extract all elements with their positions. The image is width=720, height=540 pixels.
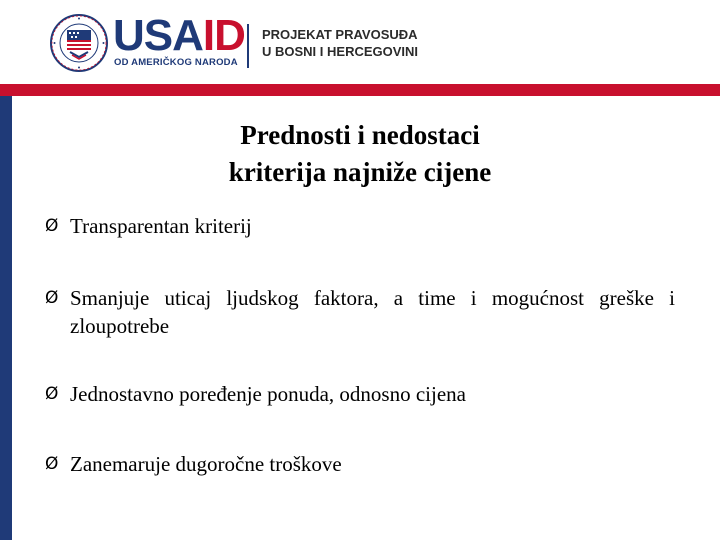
usaid-tagline: OD AMERIČKOG NARODA — [114, 57, 238, 68]
bullet-text: Jednostavno poređenje ponuda, odnosno cijena — [70, 382, 466, 406]
bullet-text: Zanemaruje dugoročne troškove — [70, 452, 342, 476]
usaid-wordmark-id: ID — [202, 11, 245, 60]
bullet-text: Smanjuje uticaj ljudskog faktora, a time i mogućnost greške i zloupotrebe — [70, 286, 675, 338]
usaid-wordmark — [113, 11, 245, 60]
project-name — [262, 26, 418, 60]
project-name-line1: PROJEKAT PRAVOSUĐA — [262, 27, 418, 42]
arrow-bullet-icon: Ø — [45, 288, 59, 308]
slide-title-line1: Prednosti i nedostaci — [240, 120, 480, 150]
arrow-bullet-icon: Ø — [45, 216, 59, 236]
arrow-bullet-icon: Ø — [45, 384, 59, 404]
project-name-line2: U BOSNI I HERCEGOVINI — [262, 44, 419, 59]
slide-title — [60, 117, 660, 191]
bullet-item — [45, 380, 675, 408]
left-accent-bar — [0, 96, 12, 540]
bullet-text: Transparentan kriterij — [70, 214, 252, 238]
bullet-item — [45, 450, 675, 478]
bullet-item — [45, 212, 675, 240]
bullet-item — [45, 284, 675, 340]
logo-divider — [247, 24, 249, 68]
header-red-band — [0, 84, 720, 96]
header — [0, 0, 720, 84]
usaid-seal-icon — [50, 14, 108, 72]
slide-title-line2: kriterija najniže cijene — [228, 157, 492, 187]
usaid-wordmark-usa: USA — [113, 11, 203, 60]
arrow-bullet-icon: Ø — [45, 454, 59, 474]
